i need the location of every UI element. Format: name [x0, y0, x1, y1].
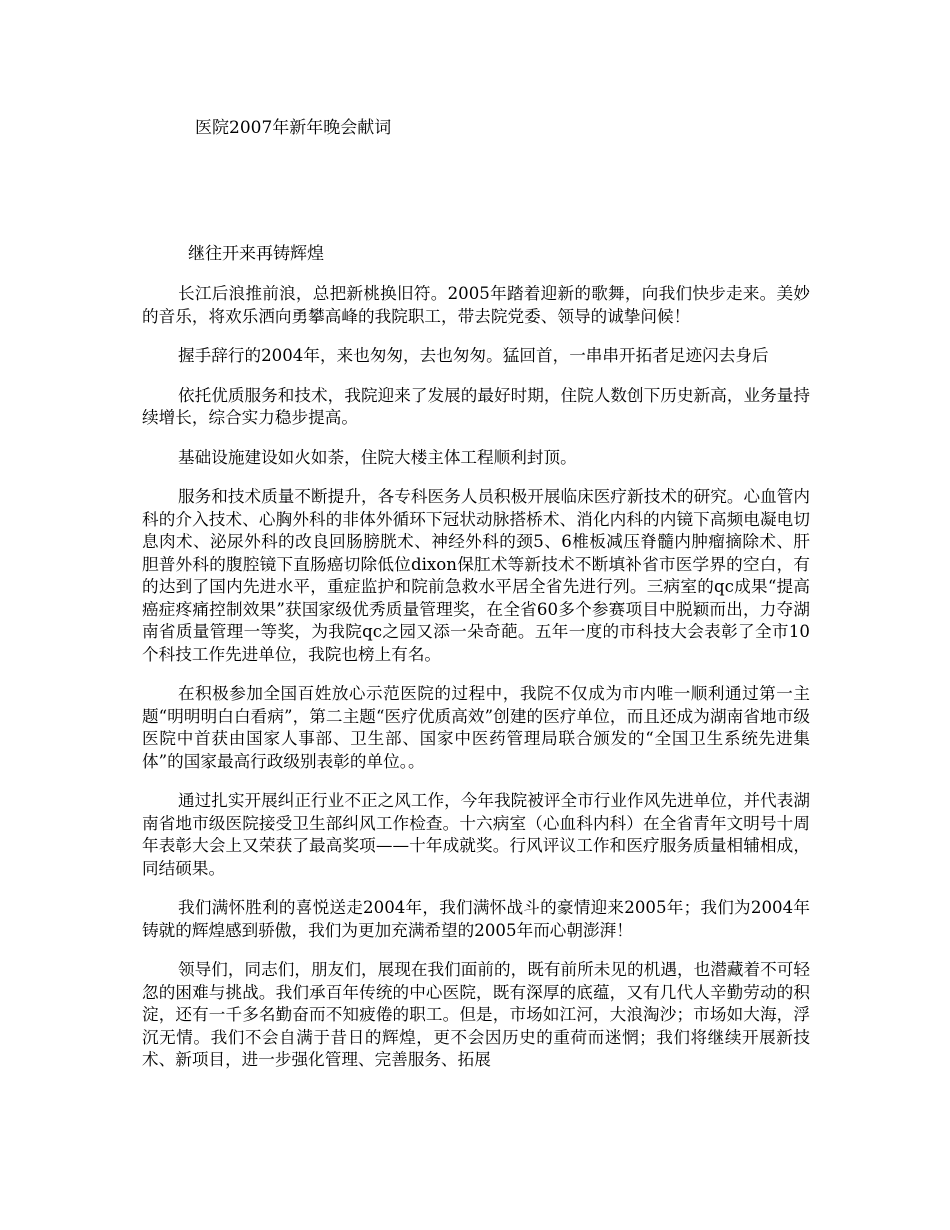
paragraph: 领导们，同志们，朋友们，展现在我们面前的，既有前所未见的机遇，也潜藏着不可轻忽的困难与挑战。我们承百年传统的中心医院，既有深厚的底蕴，又有几代人辛勤劳动的积淀，还有一千多名勤奋而不知疲倦的职工。但是，市场如江河，大浪淘沙；市场如大海，浮沉无情。我们不会自满于昔日的辉煌，更不会因历史的重荷而迷惘；我们将继续开展新技术、新项目，进一步强化管理、完善服务、拓展	[142, 960, 810, 1069]
paragraph: 我们满怀胜利的喜悦送走2004年，我们满怀战斗的豪情迎来2005年；我们为2004年铸就的辉煌感到骄傲，我们为更加充满希望的2005年而心朝澎湃！	[142, 898, 810, 940]
paragraph: 依托优质服务和技术，我院迎来了发展的最好时期，住院人数创下历史新高，业务量持续增长，综合实力稳步提高。	[142, 385, 810, 427]
paragraph: 服务和技术质量不断提升，各专科医务人员积极开展临床医疗新技术的研究。心血管内科的介入技术、心胸外科的非体外循环下冠状动脉搭桥术、消化内科的内镜下高频电凝电切息肉术、泌尿外科的改良回肠膀胱术、神经外科的颈5、6椎板减压脊髓内肿瘤摘除术、肝胆普外科的腹腔镜下直肠癌切除低位dixon保肛术等新技术不断填补省市医学界的空白，有的达到了国内先进水平，重症监护和院前急救水平居全省先进行列。三病室的qc成果“提高癌症疼痛控制效果”获国家级优秀质量管理奖，在全省60多个参赛项目中脱颖而出，力夺湖南省质量管理一等奖，为我院qc之园又添一朵奇葩。五年一度的市科技大会表彰了全市10个科技工作先进单位，我院也榜上有名。	[142, 487, 810, 664]
document-body	[142, 283, 810, 1089]
document-subtitle: 继往开来再铸辉煌	[188, 244, 324, 264]
paragraph: 在积极参加全国百姓放心示范医院的过程中，我院不仅成为市内唯一顺利通过第一主题“明明明白白看病”，第二主题“医疗优质高效”创建的医疗单位，而且还成为湖南省地市级医院中首获由国家人事部、卫生部、国家中医药管理局联合颁发的“全国卫生系统先进集体”的国家最高行政级别表彰的单位。。	[142, 684, 810, 771]
paragraph: 握手辞行的2004年，来也匆匆，去也匆匆。猛回首，一串串开拓者足迹闪去身后	[178, 346, 769, 365]
paragraph: 长江后浪推前浪，总把新桃换旧符。2005年踏着迎新的歌舞，向我们快步走来。美妙的音乐，将欢乐洒向勇攀高峰的我院职工，带去院党委、领导的诚挚问候！	[142, 284, 810, 326]
paragraph: 基础设施建设如火如荼，住院大楼主体工程顺利封顶。	[178, 447, 577, 467]
document-title: 医院2007年新年晚会献词	[195, 118, 392, 138]
paragraph: 通过扎实开展纠正行业不正之风工作，今年我院被评全市行业作风先进单位，并代表湖南省地市级医院接受卫生部纠风工作检查。十六病室（心血科内科）在全省青年文明号十周年表彰大会上又荣获了最高奖项——十年成就奖。行风评议工作和医疗服务质量相辅相成，同结硕果。	[142, 791, 810, 878]
